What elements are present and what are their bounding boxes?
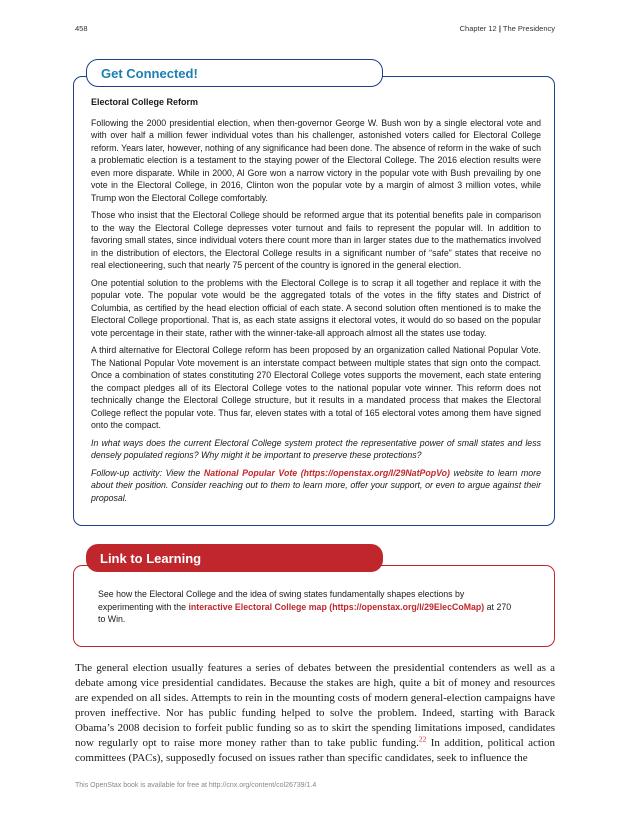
ltl-prefix: See how the Electoral College and the idea of swing states fundamentally shapes elections by experimenting with the — [98, 589, 465, 612]
get-connected-tab — [86, 59, 383, 87]
link-to-learning-tab — [86, 544, 383, 572]
body-paragraph — [75, 661, 555, 766]
body-text-part1: The general election usually features a series of debates between the presidential contenders as well as a debate among vice presidential candidates. Because the stakes are high, quite a bit of money and resources are expended on all sides. Attempts to rein in the mounting costs of modern general-election campaigns have proven ineffective. Nor has public funding helped to solve the problem. Indeed, starting with Barack Obama’s 2008 decision to forfeit public funding so as to skirt the spending limitations imposed, candidates now regularly opt to raise more money rather than to take public funding. — [75, 662, 555, 749]
link-to-learning-content — [98, 588, 518, 626]
page-number: 458 — [75, 24, 88, 33]
running-header — [460, 24, 555, 33]
chapter-label: Chapter 12 — [459, 24, 497, 33]
electoral-college-map-link[interactable]: interactive Electoral College map (https://openstax.org/l/29ElecCoMap) — [188, 601, 485, 612]
followup-prefix: Follow-up activity: View the — [91, 467, 204, 478]
get-connected-content — [91, 96, 541, 509]
paragraph: Those who insist that the Electoral College should be reformed argue that its potential benefits pale in comparison to the way the Electoral College depresses voter turnout and fails to represent the popular will. In addition to favoring small states, since individual voters there count more than in larger states due to the mathematics involved in the distribution of electors, the Electoral College results in a significant number of “safe” states that receive no real electioneering, such that nearly 75 percent of the country is ignored in the general election. — [91, 210, 541, 270]
ltl-suffix: at 270 to Win. — [98, 601, 512, 624]
footnote-marker[interactable]: 22 — [418, 734, 427, 744]
discussion-question: In what ways does the current Electoral College system protect the representative power of small states and less densely populated regions? Why might it be important to preserve these protections? — [91, 437, 541, 460]
paragraph: A third alternative for Electoral College reform has been proposed by an organization called National Popular Vote. The National Popular Vote movement is an interstate compact between multiple states that sign onto the compact. Once a combination of states constituting 270 Electoral College votes supports the movement, each state entering the compact pledges all of its Electoral College votes to the national popular vote winner. This reform does not technically change the Electoral College structure, but it results in a mandated process that makes the Electoral College reflect the popular vote. Thus far, eleven states with a total of 165 electoral votes among them have signed onto the compact. — [91, 345, 541, 430]
get-connected-heading: Get Connected! — [101, 66, 198, 81]
feature-title: Electoral College Reform — [91, 97, 199, 107]
header-separator: | — [498, 24, 501, 33]
link-to-learning-heading: Link to Learning — [100, 551, 202, 566]
page-footer: This OpenStax book is available for free at http://cnx.org/content/col26739/1.4 — [75, 782, 317, 789]
body-text-part2: In addition, political action committees (PACs), supposedly focused on issues rather than specific candidates, seek to influence the — [75, 737, 555, 764]
followup-suffix: website to learn more about their position. Consider reaching out to them to learn more, offer your support, or even to argue against their proposal. — [91, 467, 541, 503]
paragraph: Following the 2000 presidential election, when then-governor George W. Bush won by a single electoral vote and with over half a million fewer individual votes than his challenger, astonished voters called for Electoral College reform. Years later, however, nothing of any significance had been done. The absence of reform in the wake of such a problematic election is a testament to the staying power of the Electoral College. The 2016 election results were even more disparate. While in 2000, Al Gore won a narrow victory in the popular vote with Bush prevailing by one vote in the Electoral College, in 2016, Clinton won the popular vote by a margin of almost 3 million votes, while Trump won the Electoral College comfortably. — [91, 117, 541, 203]
section-label: The Presidency — [502, 24, 555, 33]
paragraph: One potential solution to the problems with the Electoral College is to scrap it all together and replace it with the popular vote. The popular vote would be the aggregated totals of the votes in the fifty states and District of Columbia, as certified by the head election official of each state. A second solution often mentioned is to make the Electoral College proportional. That is, as each state assigns it electoral votes, it would do so based on the popular vote percentage in their state, rather with the winner-take-all approach almost all the states use today. — [91, 277, 541, 338]
national-popular-vote-link[interactable]: National Popular Vote (https://openstax.org/l/29NatPopVo) — [203, 467, 450, 478]
followup-activity — [91, 467, 541, 505]
